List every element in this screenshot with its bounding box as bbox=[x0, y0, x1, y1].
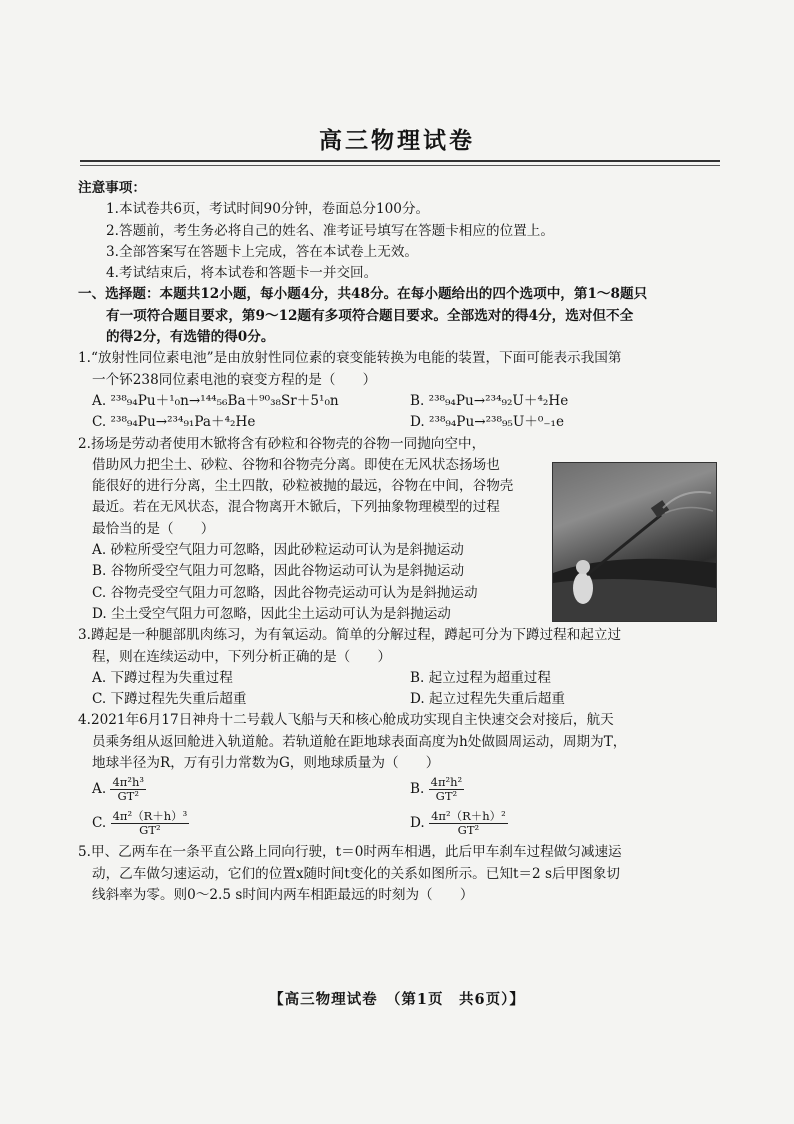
fraction-numerator: 4π²h³ bbox=[112, 775, 144, 790]
option-label: B. bbox=[410, 781, 425, 798]
question-2-stem: 借助风力把尘土、砂粒、谷物和谷物壳分离。即使在无风状态扬场也 bbox=[92, 456, 500, 473]
question-4-option-b bbox=[410, 776, 464, 803]
question-4-option-a bbox=[92, 776, 146, 803]
question-3-option-c: C. 下蹲过程先失重后超重 bbox=[92, 691, 247, 708]
question-3-option-a: A. 下蹲过程为失重过程 bbox=[92, 669, 233, 686]
fraction-numerator: 4π²（R＋h）² bbox=[431, 809, 506, 824]
question-5-stem: 动，乙车做匀速运动，它们的位置x随时间t变化的关系如图所示。已知t＝2 s后甲图象切 bbox=[92, 865, 620, 882]
option-label: D. bbox=[410, 815, 425, 832]
notice-item: 3.全部答案写在答题卡上完成，答在本试卷上无效。 bbox=[106, 243, 419, 260]
page-title: 高三物理试卷 bbox=[319, 127, 475, 154]
notice-item: 2.答题前，考生务必将自己的姓名、准考证号填写在答题卡相应的位置上。 bbox=[106, 222, 554, 239]
question-2-option: C. 谷物壳受空气阻力可忽略，因此谷物壳运动可认为是斜抛运动 bbox=[92, 584, 478, 601]
fraction bbox=[111, 810, 190, 837]
fraction bbox=[429, 810, 508, 837]
option-label: A. bbox=[92, 781, 107, 798]
fraction bbox=[110, 776, 146, 803]
question-1-options-row bbox=[78, 391, 728, 412]
section-instructions: 一、选择题：本题共12小题，每小题4分，共48分。在每小题给出的四个选项中，第1～8题只 bbox=[78, 286, 648, 303]
notice-item: 4.考试结束后，将本试卷和答题卡一并交回。 bbox=[106, 265, 378, 282]
question-3-stem: 程，则在连续运动中，下列分析正确的是（ ） bbox=[92, 648, 392, 665]
question-4-stem: 4.2021年6月17日神舟十二号载人飞船与天和核心舱成功实现自主快速交会对接后，航天 bbox=[78, 712, 614, 729]
question-1-option-d: D. ²³⁸₉₄Pu→²³⁸₉₅U＋⁰₋₁e bbox=[410, 414, 565, 431]
notice-item: 1.本试卷共6页，考试时间90分钟，卷面总分100分。 bbox=[106, 201, 430, 218]
title-rule-thin bbox=[80, 165, 720, 166]
question-1-stem: 一个钚238同位素电池的衰变方程的是（ ） bbox=[92, 371, 377, 388]
question-3-stem: 3.蹲起是一种腿部肌肉练习，为有氧运动。简单的分解过程，蹲起可分为下蹲过程和起立过 bbox=[78, 627, 622, 644]
question-4-stem: 员乘务组从返回舱进入轨道舱。若轨道舱在距地球表面高度为h处做圆周运动，周期为T， bbox=[92, 733, 627, 750]
question-5-stem: 线斜率为零。则0～2.5 s时间内两车相距最远的时刻为（ ） bbox=[92, 886, 474, 903]
fraction-numerator: 4π²h² bbox=[430, 775, 463, 790]
question-3-option-b: B. 起立过程为超重过程 bbox=[410, 669, 551, 686]
fraction-denominator: GT² bbox=[117, 789, 139, 804]
question-3-options-row bbox=[78, 689, 728, 710]
question-2-stem: 最近。若在无风状态，混合物离开木锨后，下列抽象物理模型的过程 bbox=[92, 499, 500, 516]
fraction-denominator: GT² bbox=[435, 789, 458, 804]
question-2-stem: 2.扬场是劳动者使用木锨将含有砂粒和谷物壳的谷物一同抛向空中， bbox=[78, 435, 486, 452]
question-3-options-row bbox=[78, 668, 728, 689]
fraction-numerator: 4π²（R＋h）³ bbox=[112, 809, 188, 824]
question-1-stem: 1.“放射性同位素电池”是由放射性同位素的衰变能转换为电能的装置，下面可能表示我国第 bbox=[78, 350, 622, 367]
question-2-option: D. 尘土受空气阻力可忽略，因此尘土运动可认为是斜抛运动 bbox=[92, 605, 451, 622]
question-3-option-d: D. 起立过程先失重后超重 bbox=[410, 691, 565, 708]
question-1-option-a: A. ²³⁸₉₄Pu＋¹₀n→¹⁴⁴₅₆Ba＋⁹⁰₃₈Sr＋5¹₀n bbox=[92, 392, 339, 409]
question-4-stem: 地球半径为R，万有引力常数为G，则地球质量为（ ） bbox=[92, 755, 440, 772]
question-4-options-row bbox=[78, 774, 728, 808]
page-footer: 【高三物理试卷 （第1页 共6页）】 bbox=[269, 991, 525, 1008]
question-4-option-d bbox=[410, 810, 508, 837]
fraction-denominator: GT² bbox=[139, 823, 161, 838]
question-4-option-c bbox=[92, 810, 189, 837]
question-2-stem: 最恰当的是（ ） bbox=[92, 520, 215, 537]
winnowing-illustration bbox=[553, 463, 716, 621]
question-2-option: B. 谷物所受空气阻力可忽略，因此谷物运动可认为是斜抛运动 bbox=[92, 563, 465, 580]
question-1-option-c: C. ²³⁸₉₄Pu→²³⁴₉₁Pa＋⁴₂He bbox=[92, 414, 256, 431]
question-4-options-row bbox=[78, 808, 728, 842]
option-label: C. bbox=[92, 815, 107, 832]
fraction bbox=[429, 776, 465, 803]
question-2-stem: 能很好的进行分离，尘土四散，砂粒被抛的最远，谷物在中间，谷物壳 bbox=[92, 478, 514, 495]
title-rule-thick bbox=[80, 160, 720, 162]
fraction-denominator: GT² bbox=[457, 823, 480, 838]
winnowing-photo bbox=[552, 462, 717, 622]
notice-heading: 注意事项： bbox=[78, 180, 146, 196]
question-1-options-row bbox=[78, 412, 728, 433]
question-2-option: A. 砂粒所受空气阻力可忽略，因此砂粒运动可认为是斜抛运动 bbox=[92, 542, 464, 559]
question-5-stem: 5.甲、乙两车在一条平直公路上同向行驶，t＝0时两车相遇，此后甲车刹车过程做匀减速运 bbox=[78, 844, 622, 861]
question-1-option-b: B. ²³⁸₉₄Pu→²³⁴₉₂U＋⁴₂He bbox=[410, 392, 569, 409]
section-instructions: 的得2分，有选错的得0分。 bbox=[106, 329, 275, 346]
section-instructions: 有一项符合题目要求，第9～12题有多项符合题目要求。全部选对的得4分，选对但不全 bbox=[106, 307, 634, 324]
